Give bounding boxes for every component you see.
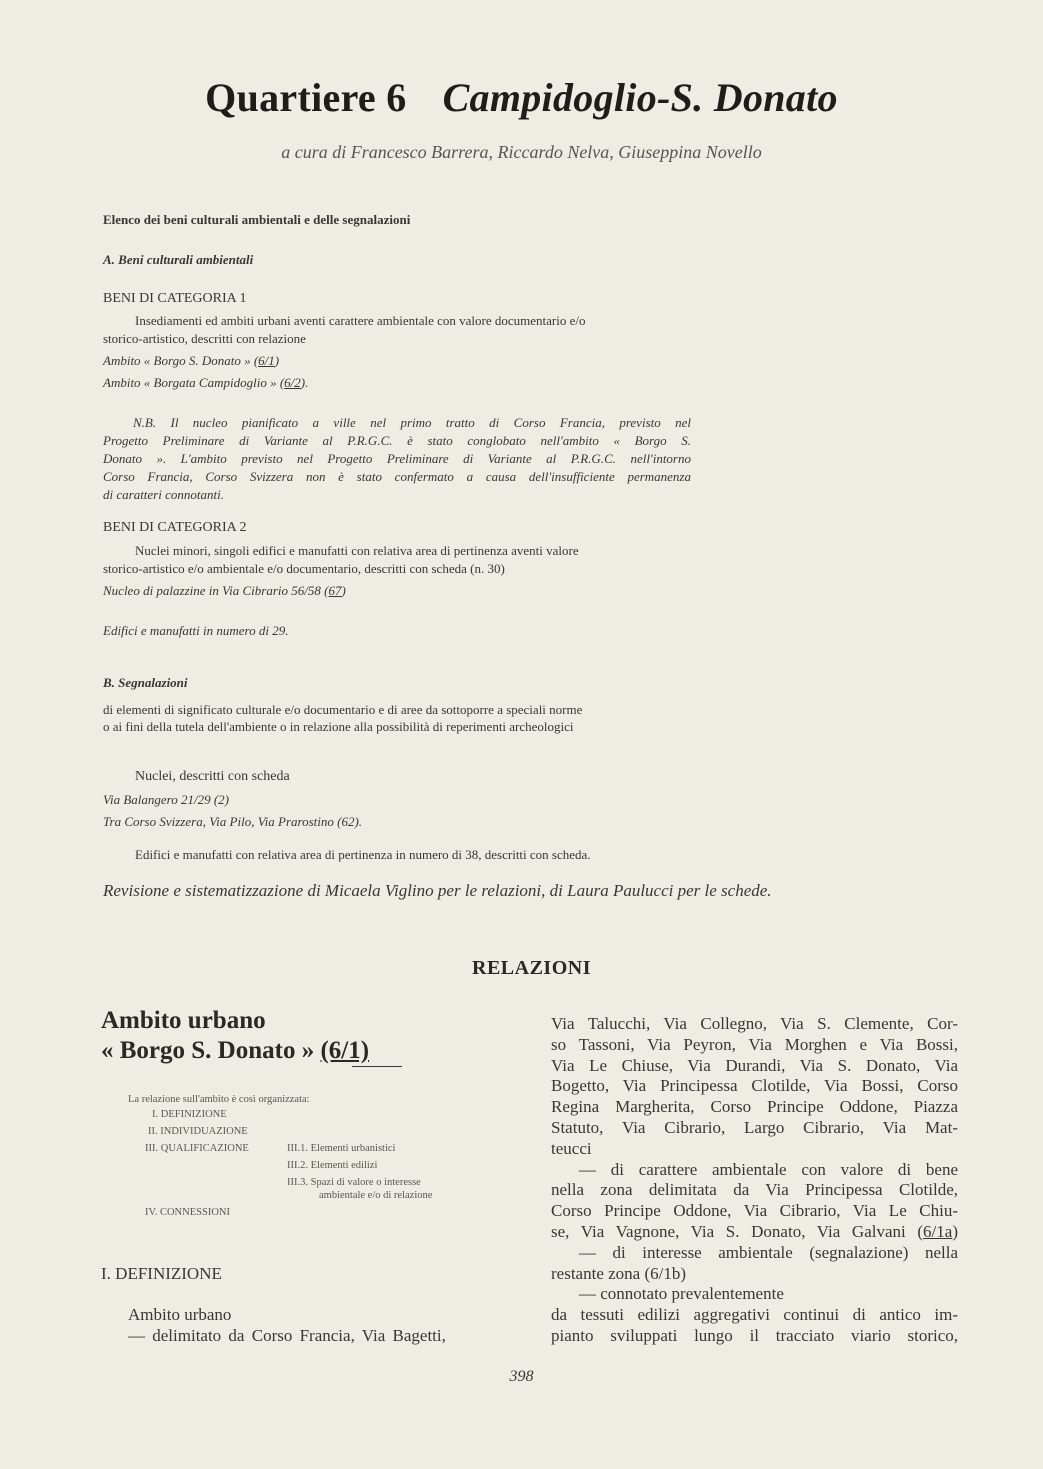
toc-item-3-3-cont: ambientale e/o di relazione [319,1190,433,1201]
cat1-title: BENI DI CATEGORIA 1 [103,291,247,306]
nucleo-balangero: Via Balangero 21/29 (2) [103,792,230,807]
nb-note: N.B. Il nucleo pianificato a ville nel primo tratto di Corso Francia, previsto nel Progetto Preliminare di Variante al P.R.G.C. è stato conglobato nell'ambito « Borgo S. Donato ». L'ambito previsto nel Progetto Preliminare di Variante al P.R.G.C. nell'intorno Corso Francia, Corso Svizzera non è stato confermato a causa dell'insufficiente permanenza di caratteri connotanti. [103,415,691,502]
quartiere-label: Quartiere 6 [205,75,407,120]
cat2-desc-1: Nuclei minori, singoli edifici e manufatti con relativa area di pertinenza aventi valore [135,543,579,558]
cat2-item-cibrario: Nucleo di palazzine in Via Cibrario 56/58 (67) [103,583,346,598]
toc-intro: La relazione sull'ambito è così organizzata: [128,1094,310,1105]
toc-item-2: II. INDIVIDUAZIONE [148,1126,248,1137]
right-column: Via Talucchi, Via Collegno, Via S. Clemente, Cor- so Tassoni, Via Peyron, Via Morghen e Via Bossi, Via Le Chiuse, Via Durandi, Via S. Donato, Via Bogetto, Via Principessa Clotilde, Via Bossi, Corso Regina Margherita, Corso Principe Oddone, Piazza Statuto, Via Cibrario, Largo Cibrario, Via Mat- teucci — di carattere ambientale con valore di bene nella zona delimitata da Via Principessa Clotilde, Corso Principe Oddone, Via Cibrario, Via Le Chiu- se, Via Vagnone, Via S. Donato, Via Galvani (6/1a) — di interesse ambientale (segnalazione) nella restante zona (6/1b) — connotato prevalentemente da tessuti edilizi aggregativi continui di antico im- pianto sviluppati lungo il tracciato viario storico, [551,1014,958,1345]
cat2-note: Edifici e manufatti in numero di 29. [103,623,289,638]
edifici-note: Edifici e manufatti con relativa area di pertinenza in numero di 38, descritti con scheda. [135,847,591,862]
cat1-item-borgo: Ambito « Borgo S. Donato » (6/1) [103,353,280,368]
segn-line-2: o ai fini della tutela dell'ambiente o in relazione alla possibilità di reperimenti archeologici [103,719,574,734]
toc-item-1: I. DEFINIZIONE [152,1109,227,1120]
cat1-desc-1: Insediamenti ed ambiti urbani aventi carattere ambientale con valore documentario e/o [135,313,586,328]
title-rule [352,1066,402,1067]
toc-item-3-2: III.2. Elementi edilizi [287,1160,378,1171]
cat2-title: BENI DI CATEGORIA 2 [103,520,247,535]
nuclei-label: Nuclei, descritti con scheda [135,769,290,784]
editors-line: a cura di Francesco Barrera, Riccardo Nelva, Giuseppina Novello [281,142,762,162]
definizione-ambito: Ambito urbano [128,1305,232,1324]
nucleo-svizzera: Tra Corso Svizzera, Via Pilo, Via Prarostino (62). [103,814,363,829]
section-b-heading: B. Segnalazioni [103,675,188,690]
elenco-heading: Elenco dei beni culturali ambientali e delle segnalazioni [103,212,411,227]
toc-item-3: III. QUALIFICAZIONE [145,1143,249,1154]
page-number: 398 [509,1368,534,1385]
ambito-title-2: « Borgo S. Donato » (6/1) [101,1037,370,1064]
segn-line-1: di elementi di significato culturale e/o documentario e di aree da sottoporre a speciali norme [103,702,583,717]
toc-item-4: IV. CONNESSIONI [145,1207,230,1218]
cat2-desc-2: storico-artistico e/o ambientale e/o documentario, descritti con scheda (n. 30) [103,561,505,576]
cat1-desc-2: storico-artistico, descritti con relazione [103,331,306,346]
definizione-delimitato: — delimitato da Corso Francia, Via Bagetti, [128,1326,446,1345]
page-title [0,74,1043,121]
ambito-ref: (6/1) [320,1037,370,1064]
section-a-heading: A. Beni culturali ambientali [103,252,254,267]
quartiere-name: Campidoglio-S. Donato [442,75,838,120]
ambito-title-1: Ambito urbano [101,1007,266,1034]
cat1-item-campidoglio: Ambito « Borgata Campidoglio » (6/2). [103,375,309,390]
relazioni-heading: RELAZIONI [472,957,591,979]
toc-item-3-3: III.3. Spazi di valore o interesse [287,1177,421,1188]
toc-item-3-1: III.1. Elementi urbanistici [287,1143,396,1154]
definizione-heading: I. DEFINIZIONE [101,1264,222,1283]
revisione-credit: Revisione e sistematizzazione di Micaela Viglino per le relazioni, di Laura Paulucci per le schede. [103,881,772,900]
